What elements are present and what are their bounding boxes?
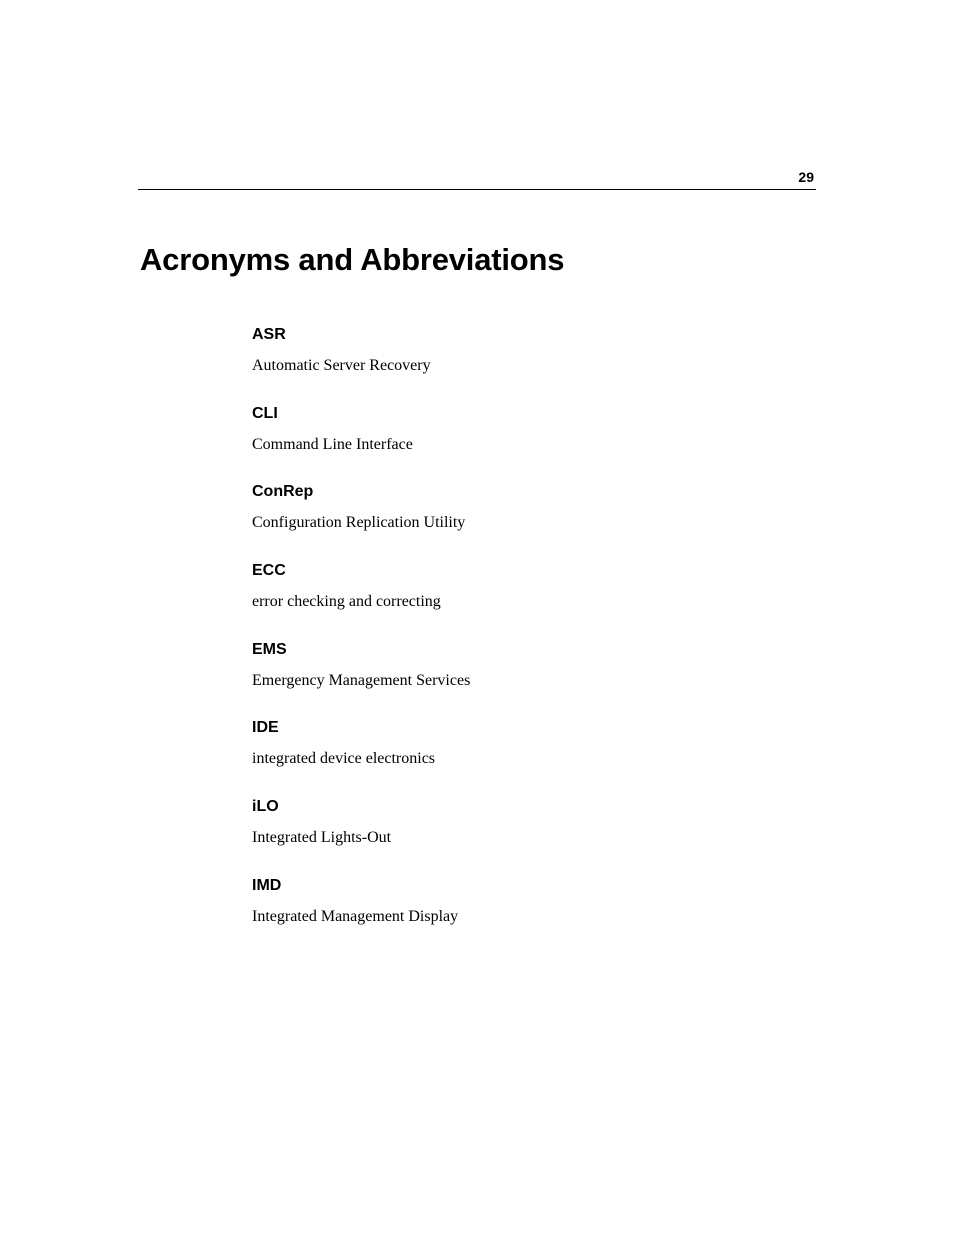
- glossary-term: IDE: [252, 719, 279, 737]
- glossary-term: ASR: [252, 326, 286, 343]
- glossary-entry-ide: [252, 711, 470, 790]
- glossary-entry-imd: [252, 869, 470, 948]
- glossary-entry-ilo: [252, 790, 470, 869]
- header-rule: [138, 189, 816, 190]
- glossary-definition: Command Line Interface: [252, 435, 413, 453]
- glossary-definition: Integrated Management Display: [252, 907, 459, 925]
- glossary-entry-asr: [252, 318, 470, 397]
- glossary-term: ECC: [252, 562, 286, 580]
- glossary-term: CLI: [252, 404, 278, 422]
- glossary-term: ConRep: [252, 483, 314, 501]
- glossary-definition: Automatic Server Recovery: [252, 357, 431, 374]
- glossary-entry-conrep: [252, 475, 470, 554]
- glossary-term: IMD: [252, 876, 282, 894]
- page-title: Acronyms and Abbreviations: [140, 242, 565, 277]
- glossary-entry-ecc: [252, 554, 470, 633]
- glossary-definition: Emergency Management Services: [252, 671, 471, 689]
- glossary-entry-ems: [252, 633, 470, 712]
- glossary-definition: Integrated Lights-Out: [252, 829, 392, 847]
- glossary-entry-cli: [252, 397, 470, 476]
- glossary-definition: error checking and correcting: [252, 593, 441, 611]
- glossary-definition: Configuration Replication Utility: [252, 514, 466, 532]
- page-number: 29: [798, 169, 814, 185]
- glossary-term: EMS: [252, 640, 287, 658]
- glossary-definition: integrated device electronics: [252, 750, 436, 768]
- glossary-list: [252, 318, 470, 948]
- glossary-term: iLO: [252, 798, 279, 816]
